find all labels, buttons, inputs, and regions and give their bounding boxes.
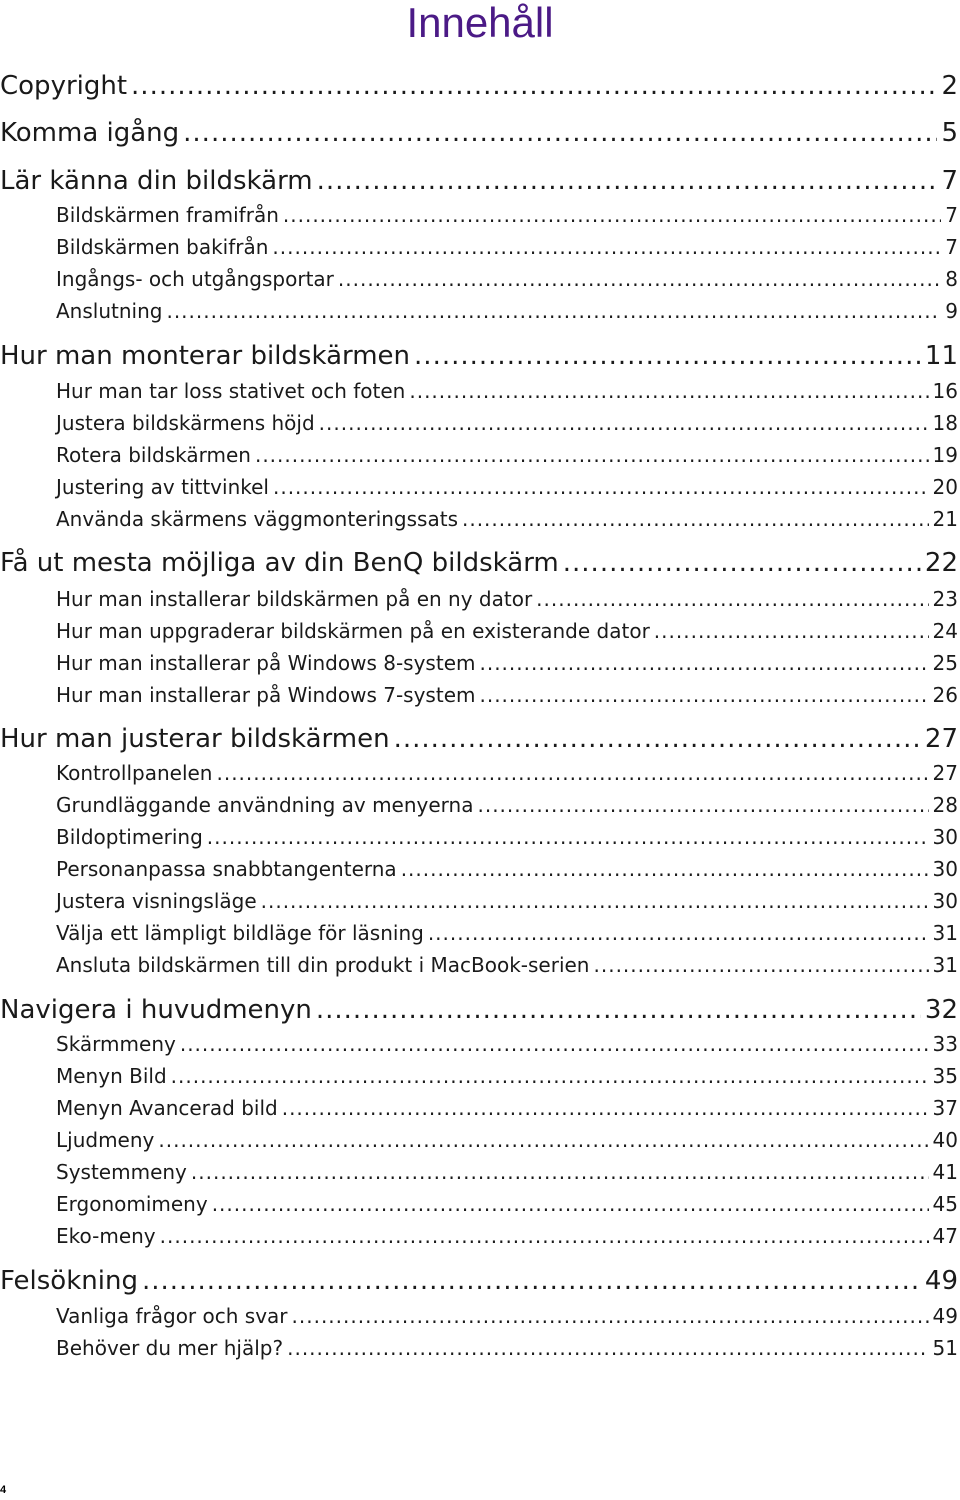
toc-section-entry[interactable]: [56, 953, 958, 977]
toc-dot-leader: [536, 587, 928, 611]
toc-dot-leader: [479, 651, 928, 675]
toc-dot-leader: [462, 507, 929, 531]
toc-entry-label: Bildskärmen framifrån: [56, 203, 279, 227]
toc-entry-label: Hur man tar loss stativet och foten: [56, 379, 406, 403]
toc-section-entry[interactable]: [56, 587, 958, 611]
toc-entry-label: Justera bildskärmens höjd: [56, 411, 315, 435]
toc-entry-page: 31: [932, 953, 958, 977]
toc-dot-leader: [282, 1096, 929, 1120]
toc-section-entry[interactable]: [56, 651, 958, 675]
toc-entry-label: Copyright: [0, 71, 128, 101]
toc-entry-label: Hur man uppgraderar bildskärmen på en existerande dator: [56, 619, 650, 643]
toc-section-entry[interactable]: [56, 1336, 958, 1360]
toc-dot-leader: [255, 443, 929, 467]
toc-entry-label: Menyn Bild: [56, 1064, 167, 1088]
toc-entry-page: 41: [932, 1160, 958, 1184]
page-number: 4: [0, 1484, 7, 1496]
toc-section-entry[interactable]: [56, 889, 958, 913]
toc-entry-label: Hur man installerar bildskärmen på en ny dator: [56, 587, 533, 611]
toc-entry-label: Hur man monterar bildskärmen: [0, 341, 411, 371]
toc-section-entry[interactable]: [56, 857, 958, 881]
toc-entry-label: Hur man installerar på Windows 7-system: [56, 683, 476, 707]
toc-entry-page: 24: [932, 619, 958, 643]
toc-dot-leader: [183, 118, 937, 148]
toc-chapter-entry[interactable]: [0, 71, 958, 101]
toc-section-entry[interactable]: [56, 299, 958, 323]
toc-dot-leader: [191, 1160, 929, 1184]
toc-dot-leader: [166, 299, 941, 323]
toc-dot-leader: [292, 1304, 929, 1328]
toc-section-entry[interactable]: [56, 475, 958, 499]
toc-entry-label: Använda skärmens väggmonteringssats: [56, 507, 458, 531]
toc-dot-leader: [158, 1128, 928, 1152]
toc-dot-leader: [317, 166, 938, 196]
toc-dot-leader: [394, 724, 921, 754]
toc-entry-page: 30: [932, 857, 958, 881]
toc-dot-leader: [316, 995, 921, 1025]
toc-entry-label: Få ut mesta möjliga av din BenQ bildskärm: [0, 548, 559, 578]
toc-section-entry[interactable]: [56, 761, 958, 785]
toc-entry-label: Lär känna din bildskärm: [0, 166, 313, 196]
toc-entry-page: 7: [941, 166, 958, 196]
toc-chapter-entry[interactable]: [0, 1266, 958, 1296]
toc-entry-page: 28: [932, 793, 958, 817]
toc-section-entry[interactable]: [56, 1192, 958, 1216]
toc-dot-leader: [171, 1064, 929, 1088]
toc-entry-page: 30: [932, 825, 958, 849]
toc-entry-page: 49: [932, 1304, 958, 1328]
toc-entry-page: 30: [932, 889, 958, 913]
toc-entry-page: 49: [924, 1266, 958, 1296]
toc-entry-page: 27: [932, 761, 958, 785]
toc-chapter-entry[interactable]: [0, 166, 958, 196]
toc-entry-page: 19: [932, 443, 958, 467]
toc-chapter-entry[interactable]: [0, 724, 958, 754]
toc-dot-leader: [414, 341, 921, 371]
toc-entry-page: 37: [932, 1096, 958, 1120]
toc-dot-leader: [287, 1336, 928, 1360]
toc-dot-leader: [180, 1032, 929, 1056]
toc-section-entry[interactable]: [56, 1224, 958, 1248]
toc-entry-page: 7: [945, 203, 958, 227]
toc-entry-label: Menyn Avancerad bild: [56, 1096, 278, 1120]
toc-entry-label: Grundläggande användning av menyerna: [56, 793, 474, 817]
toc-section-entry[interactable]: [56, 1032, 958, 1056]
toc-entry-label: Felsökning: [0, 1266, 138, 1296]
toc-dot-leader: [409, 379, 928, 403]
toc-entry-page: 11: [924, 341, 958, 371]
toc-entry-page: 47: [932, 1224, 958, 1248]
toc-section-entry[interactable]: [56, 203, 958, 227]
toc-chapter-entry[interactable]: [0, 995, 958, 1025]
toc-dot-leader: [131, 71, 937, 101]
toc-entry-label: Personanpassa snabbtangenterna: [56, 857, 397, 881]
toc-entry-page: 7: [945, 235, 958, 259]
toc-chapter-entry[interactable]: [0, 548, 958, 578]
toc-dot-leader: [401, 857, 929, 881]
toc-entry-label: Bildskärmen bakifrån: [56, 235, 269, 259]
toc-entry-page: 5: [941, 118, 958, 148]
toc-entry-page: 35: [932, 1064, 958, 1088]
toc-section-entry[interactable]: [56, 411, 958, 435]
page-title: Innehåll: [406, 0, 554, 46]
toc-section-entry[interactable]: [56, 235, 958, 259]
toc-dot-leader: [261, 889, 929, 913]
toc-entry-page: 31: [932, 921, 958, 945]
toc-entry-label: Ljudmeny: [56, 1128, 155, 1152]
toc-section-entry[interactable]: [56, 921, 958, 945]
toc-section-entry[interactable]: [56, 1096, 958, 1120]
toc-dot-leader: [273, 475, 929, 499]
toc-entry-label: Vanliga frågor och svar: [56, 1304, 288, 1328]
toc-dot-leader: [563, 548, 921, 578]
toc-dot-leader: [319, 411, 929, 435]
toc-dot-leader: [216, 761, 928, 785]
toc-section-entry[interactable]: [56, 267, 958, 291]
toc-dot-leader: [207, 825, 929, 849]
toc-entry-page: 32: [924, 995, 958, 1025]
toc-entry-label: Justering av tittvinkel: [56, 475, 269, 499]
toc-entry-page: 18: [932, 411, 958, 435]
toc-chapter-entry[interactable]: [0, 118, 958, 148]
toc-dot-leader: [428, 921, 929, 945]
toc-dot-leader: [272, 235, 941, 259]
toc-section-entry[interactable]: [56, 379, 958, 403]
toc-dot-leader: [142, 1266, 921, 1296]
toc-entry-label: Justera visningsläge: [56, 889, 257, 913]
toc-entry-label: Systemmeny: [56, 1160, 187, 1184]
toc-section-entry[interactable]: [56, 1304, 958, 1328]
toc-entry-page: 22: [924, 548, 958, 578]
toc-entry-page: 40: [932, 1128, 958, 1152]
toc-entry-page: 21: [932, 507, 958, 531]
toc-entry-label: Komma igång: [0, 118, 180, 148]
toc-entry-page: 45: [932, 1192, 958, 1216]
toc-entry-label: Rotera bildskärmen: [56, 443, 251, 467]
toc-entry-page: 23: [932, 587, 958, 611]
toc-entry-label: Ansluta bildskärmen till din produkt i MacBook-serien: [56, 953, 590, 977]
toc-entry-label: Navigera i huvudmenyn: [0, 995, 312, 1025]
toc-entry-label: Hur man justerar bildskärmen: [0, 724, 390, 754]
toc-entry-label: Ergonomimeny: [56, 1192, 208, 1216]
toc-entry-page: 16: [932, 379, 958, 403]
toc-entry-page: 20: [932, 475, 958, 499]
toc-entry-label: Eko-meny: [56, 1224, 156, 1248]
toc-entry-label: Välja ett lämpligt bildläge för läsning: [56, 921, 424, 945]
toc-dot-leader: [479, 683, 928, 707]
toc-section-entry[interactable]: [56, 619, 958, 643]
toc-section-entry[interactable]: [56, 443, 958, 467]
toc-entry-page: 8: [945, 267, 958, 291]
toc-entry-page: 51: [932, 1336, 958, 1360]
toc-entry-page: 26: [932, 683, 958, 707]
toc-entry-label: Hur man installerar på Windows 8-system: [56, 651, 476, 675]
toc-section-entry[interactable]: [56, 825, 958, 849]
toc-entry-label: Kontrollpanelen: [56, 761, 213, 785]
toc-chapter-entry[interactable]: [0, 341, 958, 371]
toc-section-entry[interactable]: [56, 793, 958, 817]
toc-dot-leader: [338, 267, 941, 291]
toc-section-entry[interactable]: [56, 1160, 958, 1184]
toc-dot-leader: [477, 793, 928, 817]
toc-section-entry[interactable]: [56, 1128, 958, 1152]
toc-entry-label: Anslutning: [56, 299, 163, 323]
toc-entry-label: Behöver du mer hjälp?: [56, 1336, 284, 1360]
toc-entry-page: 27: [924, 724, 958, 754]
toc-section-entry[interactable]: [56, 507, 958, 531]
toc-entry-page: 9: [945, 299, 958, 323]
toc-dot-leader: [212, 1192, 929, 1216]
toc-entry-page: 33: [932, 1032, 958, 1056]
toc-section-entry[interactable]: [56, 1064, 958, 1088]
toc-entry-page: 2: [941, 71, 958, 101]
toc-entry-label: Skärmmeny: [56, 1032, 176, 1056]
toc-entry-label: Ingångs- och utgångsportar: [56, 267, 334, 291]
toc-dot-leader: [594, 953, 929, 977]
toc-dot-leader: [160, 1224, 929, 1248]
toc-dot-leader: [283, 203, 941, 227]
toc-section-entry[interactable]: [56, 683, 958, 707]
toc-entry-label: Bildoptimering: [56, 825, 203, 849]
toc-dot-leader: [654, 619, 929, 643]
toc-entry-page: 25: [932, 651, 958, 675]
